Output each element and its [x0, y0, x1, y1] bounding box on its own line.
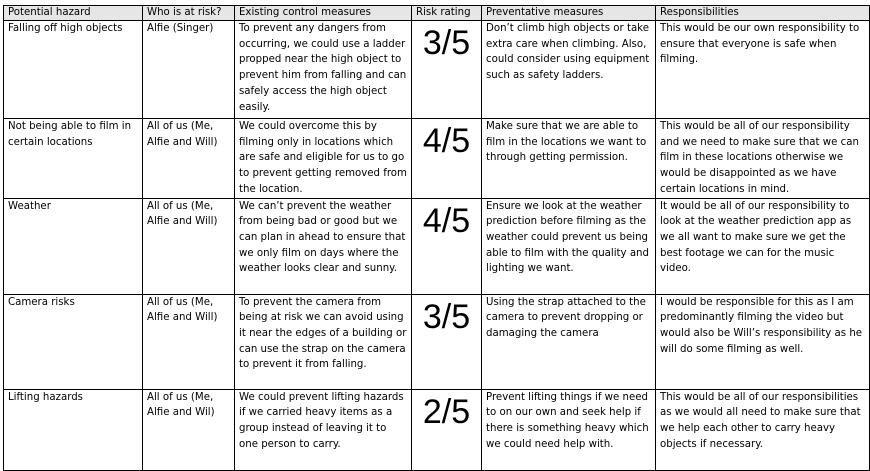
responsibilities-cell: This would be all of our responsibility and we need to make sure that we can film in these locations otherwise we would be disappointed as we have certain locations in mind.: [656, 119, 870, 199]
risk-rating-cell: 3/5: [412, 294, 482, 389]
table-row: [4, 294, 870, 389]
header-responsibilities: Responsibilities: [656, 6, 870, 21]
hazard-cell: Falling off high objects: [4, 21, 143, 119]
existing-measures-cell: To prevent any dangers from occurring, we could use a ladder propped near the high object to prevent him from falling and can safely access the high object easily.: [235, 21, 412, 119]
who-at-risk-cell: Alfie (Singer): [143, 21, 235, 119]
header-row: [4, 6, 870, 21]
responsibilities-cell: It would be all of our responsibility to look at the weather prediction app as we all want to make sure we get the best footage we can for the music video.: [656, 198, 870, 294]
risk-rating-cell: 2/5: [412, 389, 482, 470]
risk-rating-cell: 3/5: [412, 21, 482, 119]
header-preventative-measures: Preventative measures: [482, 6, 656, 21]
header-risk-rating: Risk rating: [412, 6, 482, 21]
table-row: [4, 389, 870, 470]
risk-rating-cell: 4/5: [412, 198, 482, 294]
responsibilities-cell: This would be all of our responsibilities as we would all need to make sure that we help each other to carry heavy objects if necessary.: [656, 389, 870, 470]
preventative-measures-cell: Ensure we look at the weather prediction before filming as the weather could prevent us being able to film with the quality and lighting we want.: [482, 198, 656, 294]
header-who-at-risk: Who is at risk?: [143, 6, 235, 21]
existing-measures-cell: To prevent the camera from being at risk we can avoid using it near the edges of a building or can use the strap on the camera to prevent it from falling.: [235, 294, 412, 389]
preventative-measures-cell: Don’t climb high objects or take extra care when climbing. Also, could consider using equipment such as safety ladders.: [482, 21, 656, 119]
hazard-cell: Not being able to film in certain locations: [4, 119, 143, 199]
who-at-risk-cell: All of us (Me, Alfie and Will): [143, 294, 235, 389]
who-at-risk-cell: All of us (Me, Alfie and Will): [143, 198, 235, 294]
responsibilities-cell: I would be responsible for this as I am predominantly filming the video but would also be Will’s responsibility as he will do some filming as well.: [656, 294, 870, 389]
table-row: [4, 21, 870, 119]
risk-rating-cell: 4/5: [412, 119, 482, 199]
header-existing-measures: Existing control measures: [235, 6, 412, 21]
preventative-measures-cell: Make sure that we are able to film in the locations we want to through getting permission.: [482, 119, 656, 199]
risk-assessment-table: [3, 5, 870, 471]
existing-measures-cell: We could prevent lifting hazards if we carried heavy items as a group instead of leaving it to one person to carry.: [235, 389, 412, 470]
existing-measures-cell: We can’t prevent the weather from being bad or good but we can plan in ahead to ensure that we only film on days where the weather looks clear and sunny.: [235, 198, 412, 294]
hazard-cell: Camera risks: [4, 294, 143, 389]
hazard-cell: Lifting hazards: [4, 389, 143, 470]
who-at-risk-cell: All of us (Me, Alfie and Will): [143, 119, 235, 199]
table-row: [4, 119, 870, 199]
responsibilities-cell: This would be our own responsibility to ensure that everyone is safe when filming.: [656, 21, 870, 119]
header-hazard: Potential hazard: [4, 6, 143, 21]
existing-measures-cell: We could overcome this by filming only in locations which are safe and eligible for us to go to prevent getting removed from the location.: [235, 119, 412, 199]
preventative-measures-cell: Prevent lifting things if we need to on our own and seek help if there is something heavy which we could need help with.: [482, 389, 656, 470]
hazard-cell: Weather: [4, 198, 143, 294]
who-at-risk-cell: All of us (Me, Alfie and Wil): [143, 389, 235, 470]
table-row: [4, 198, 870, 294]
preventative-measures-cell: Using the strap attached to the camera to prevent dropping or damaging the camera: [482, 294, 656, 389]
